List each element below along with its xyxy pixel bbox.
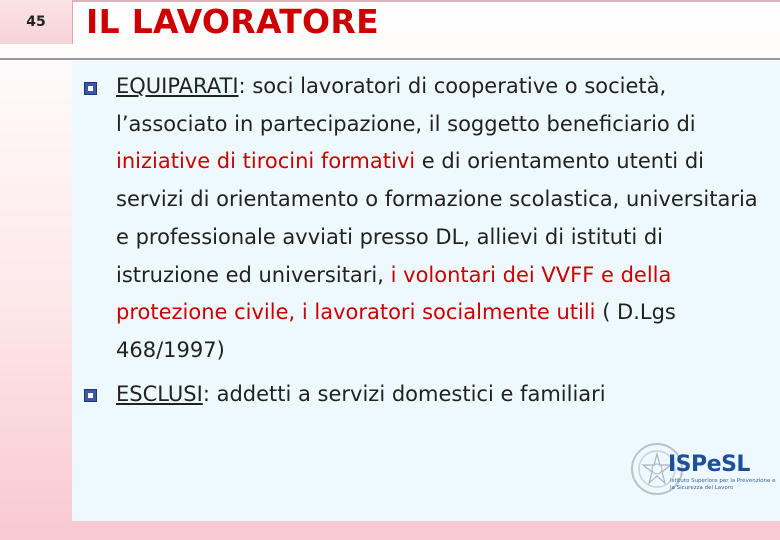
title-divider: [0, 58, 780, 60]
item-highlight: i volontari dei VVFF e della protezione civile, i lavoratori socialmente utili: [116, 262, 672, 325]
item-heading: ESCLUSI: [116, 382, 203, 406]
item-separator: :: [202, 382, 217, 406]
list-item-equiparati: [116, 68, 761, 370]
slide-title: IL LAVORATORE: [86, 2, 379, 41]
square-bullet-icon: [84, 82, 97, 95]
list-item-esclusi: [116, 376, 761, 414]
item-heading: EQUIPARATI: [116, 74, 239, 98]
logo-subtitle: Istituto Superiore per la Prevenzione e la Sicurezza del Lavoro: [670, 478, 776, 491]
slide-number: 45: [0, 0, 73, 44]
item-highlight: iniziative di tirocini formativi: [116, 149, 416, 174]
item-text: ( D.Lgs 468/1997): [116, 300, 676, 362]
item-text: e di orientamento utenti di servizi di orientamento o formazione scolastica, universitaria e professionale avviati presso DL, allievi di istituti di istruzione ed universitari,: [116, 149, 758, 287]
item-text: addetti a servizi domestici e familiari: [216, 382, 606, 406]
item-text: soci lavoratori di cooperative o società, l’associato in partecipazione, il soggetto beneficiario di: [116, 74, 696, 136]
item-separator: :: [238, 74, 253, 98]
square-bullet-icon: [84, 389, 97, 402]
logo-wordmark: ISPeSL: [668, 452, 750, 477]
ispesl-logo: [630, 434, 780, 506]
